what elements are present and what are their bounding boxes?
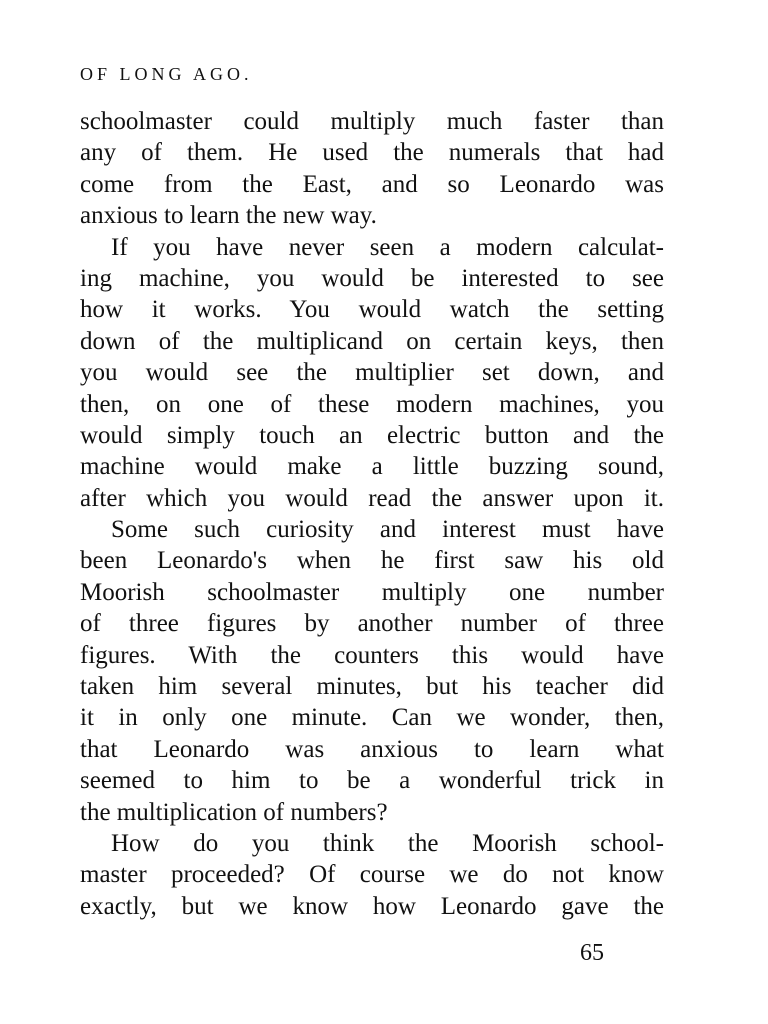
paragraph bbox=[80, 514, 664, 828]
text-line: come from the East, and so Leonardo was bbox=[80, 170, 664, 198]
text-line: of three figures by another number of three bbox=[80, 610, 664, 638]
text-line: machine would make a little buzzing sound, bbox=[80, 453, 664, 481]
text-line: exactly, but we know how Leonardo gave the bbox=[80, 892, 664, 920]
text-line: Moorish schoolmaster multiply one number bbox=[80, 578, 664, 606]
page-number: 65 bbox=[580, 940, 604, 966]
text-line: master proceeded? Of course we do not know bbox=[80, 861, 664, 889]
text-line: the multiplication of numbers? bbox=[80, 798, 388, 826]
paragraph bbox=[80, 106, 664, 232]
text-line: schoolmaster could multiply much faster than bbox=[80, 108, 664, 135]
text-line: seemed to him to be a wonderful trick in bbox=[80, 767, 664, 795]
running-head: OF LONG AGO. bbox=[80, 64, 253, 84]
paragraph bbox=[80, 232, 664, 515]
text-line: how it works. You would watch the setting bbox=[80, 296, 664, 324]
text-line: taken him several minutes, but his teacher did bbox=[80, 673, 664, 701]
body-text bbox=[80, 106, 664, 922]
text-line: any of them. He used the numerals that had bbox=[80, 139, 664, 167]
text-line: ing machine, you would be interested to see bbox=[80, 264, 664, 292]
text-line: Some such curiosity and interest must have bbox=[111, 516, 664, 544]
paragraph bbox=[80, 828, 664, 922]
text-line: anxious to learn the new way. bbox=[80, 202, 377, 230]
text-line: figures. With the counters this would have bbox=[80, 641, 664, 669]
text-line: How do you think the Moorish school- bbox=[111, 829, 664, 857]
text-line: down of the multiplicand on certain keys, then bbox=[80, 327, 664, 355]
text-line: after which you would read the answer upon it. bbox=[80, 484, 664, 512]
text-line: then, on one of these modern machines, you bbox=[80, 390, 664, 418]
text-line: it in only one minute. Can we wonder, then, bbox=[80, 704, 664, 732]
text-line: would simply touch an electric button and the bbox=[80, 421, 664, 449]
text-line: If you have never seen a modern calculat- bbox=[111, 233, 664, 261]
text-line: you would see the multiplier set down, and bbox=[80, 359, 664, 387]
text-line: that Leonardo was anxious to learn what bbox=[80, 735, 664, 763]
text-line: been Leonardo's when he first saw his old bbox=[80, 547, 664, 575]
